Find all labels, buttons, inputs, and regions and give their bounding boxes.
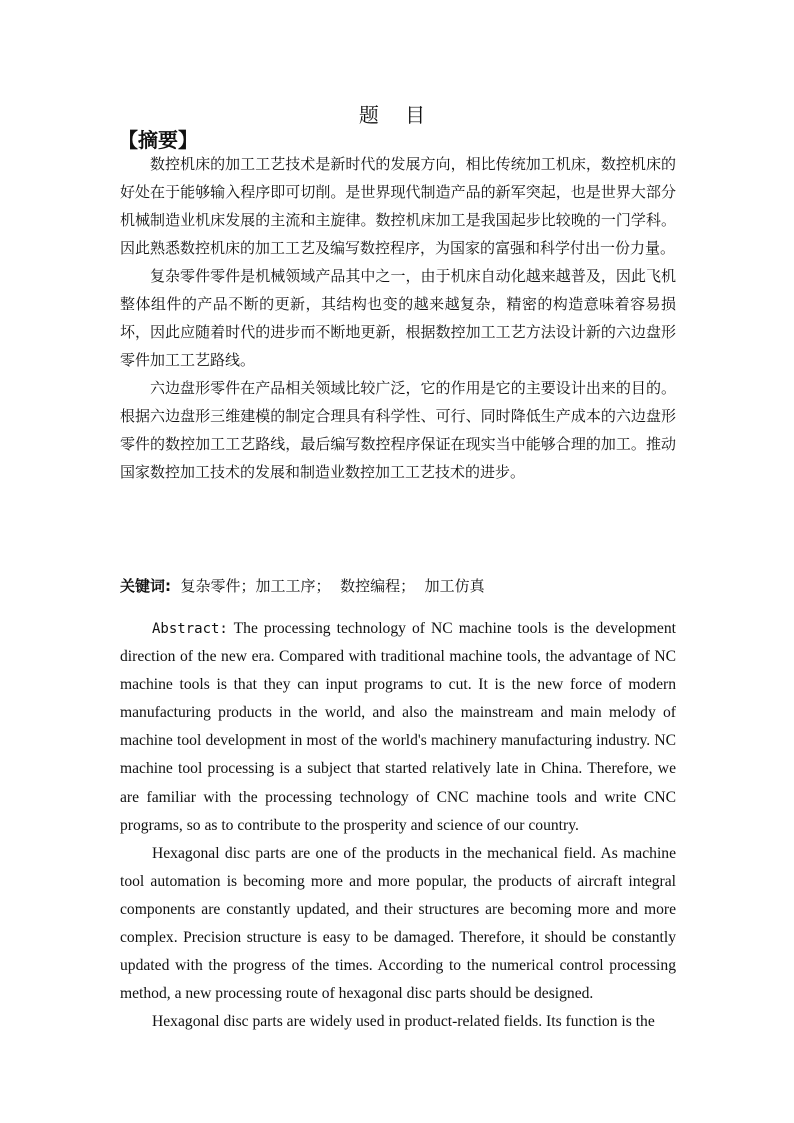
chinese-abstract: [120, 150, 676, 486]
en-paragraph-3: Hexagonal disc parts are widely used in product-related fields. Its function is the: [152, 1013, 655, 1031]
cn-paragraph-3: 六边盘形零件在产品相关领域比较广泛，它的作用是它的主要设计出来的目的。根据六边盘形三维建模的制定合理具有科学性、可行、同时降低生产成本的六边盘形零件的数控加工工艺路线，最后编写数控程序保证在现实当中能够合理的加工。推动国家数控加工技术的发展和制造业数控加工工艺技术的进步。: [120, 379, 676, 481]
page-title: 题 目: [358, 103, 436, 127]
abstract-heading: 【摘要】: [118, 128, 198, 152]
cn-paragraph-1: 数控机床的加工工艺技术是新时代的发展方向，相比传统加工机床，数控机床的好处在于能够输入程序即可切削。是世界现代制造产品的新军突起，也是世界大部分机械制造业机床发展的主流和主旋律。数控机床加工是我国起步比较晚的一门学科。因此熟悉数控机床的加工工艺及编写数控程序，为国家的富强和科学付出一份力量。: [120, 155, 676, 257]
en-paragraph-1: [120, 615, 676, 840]
en-paragraph-1-text: The processing technology of NC machine tools is the development direction of the new era. Compared with traditional machine tools, the advantage of NC machine tools is that they can input programs to cut. It is the new force of modern manufacturing products in the world, and also the mainstream and main melody of machine tool development in most of the world's machinery manufacturing industry. NC machine tool processing is a subject that started relatively late in China. Therefore, we are familiar with the processing technology of CNC machine tools and write CNC programs, so as to contribute to the prosperity and science of our country.: [120, 620, 676, 834]
abstract-label: Abstract:: [152, 621, 228, 637]
keywords-label: 关键词:: [120, 577, 171, 595]
english-abstract: [120, 615, 676, 1036]
keywords-line: [120, 574, 485, 598]
keywords-text: 复杂零件；加工工序； 数控编程； 加工仿真: [171, 577, 485, 595]
en-paragraph-2: Hexagonal disc parts are one of the products in the mechanical field. As machine tool automation is becoming more and more popular, the products of aircraft integral components are constantly updated, and their structures are becoming more and more complex. Precision structure is easy to be damaged. Therefore, it should be constantly updated with the progress of the times. According to the numerical control processing method, a new processing route of hexagonal disc parts should be designed.: [120, 844, 676, 1003]
cn-paragraph-2: 复杂零件零件是机械领域产品其中之一，由于机床自动化越来越普及，因此飞机整体组件的产品不断的更新，其结构也变的越来越复杂，精密的构造意味着容易损坏，因此应随着时代的进步而不断地更新，根据数控加工工艺方法设计新的六边盘形零件加工工艺路线。: [120, 267, 676, 369]
